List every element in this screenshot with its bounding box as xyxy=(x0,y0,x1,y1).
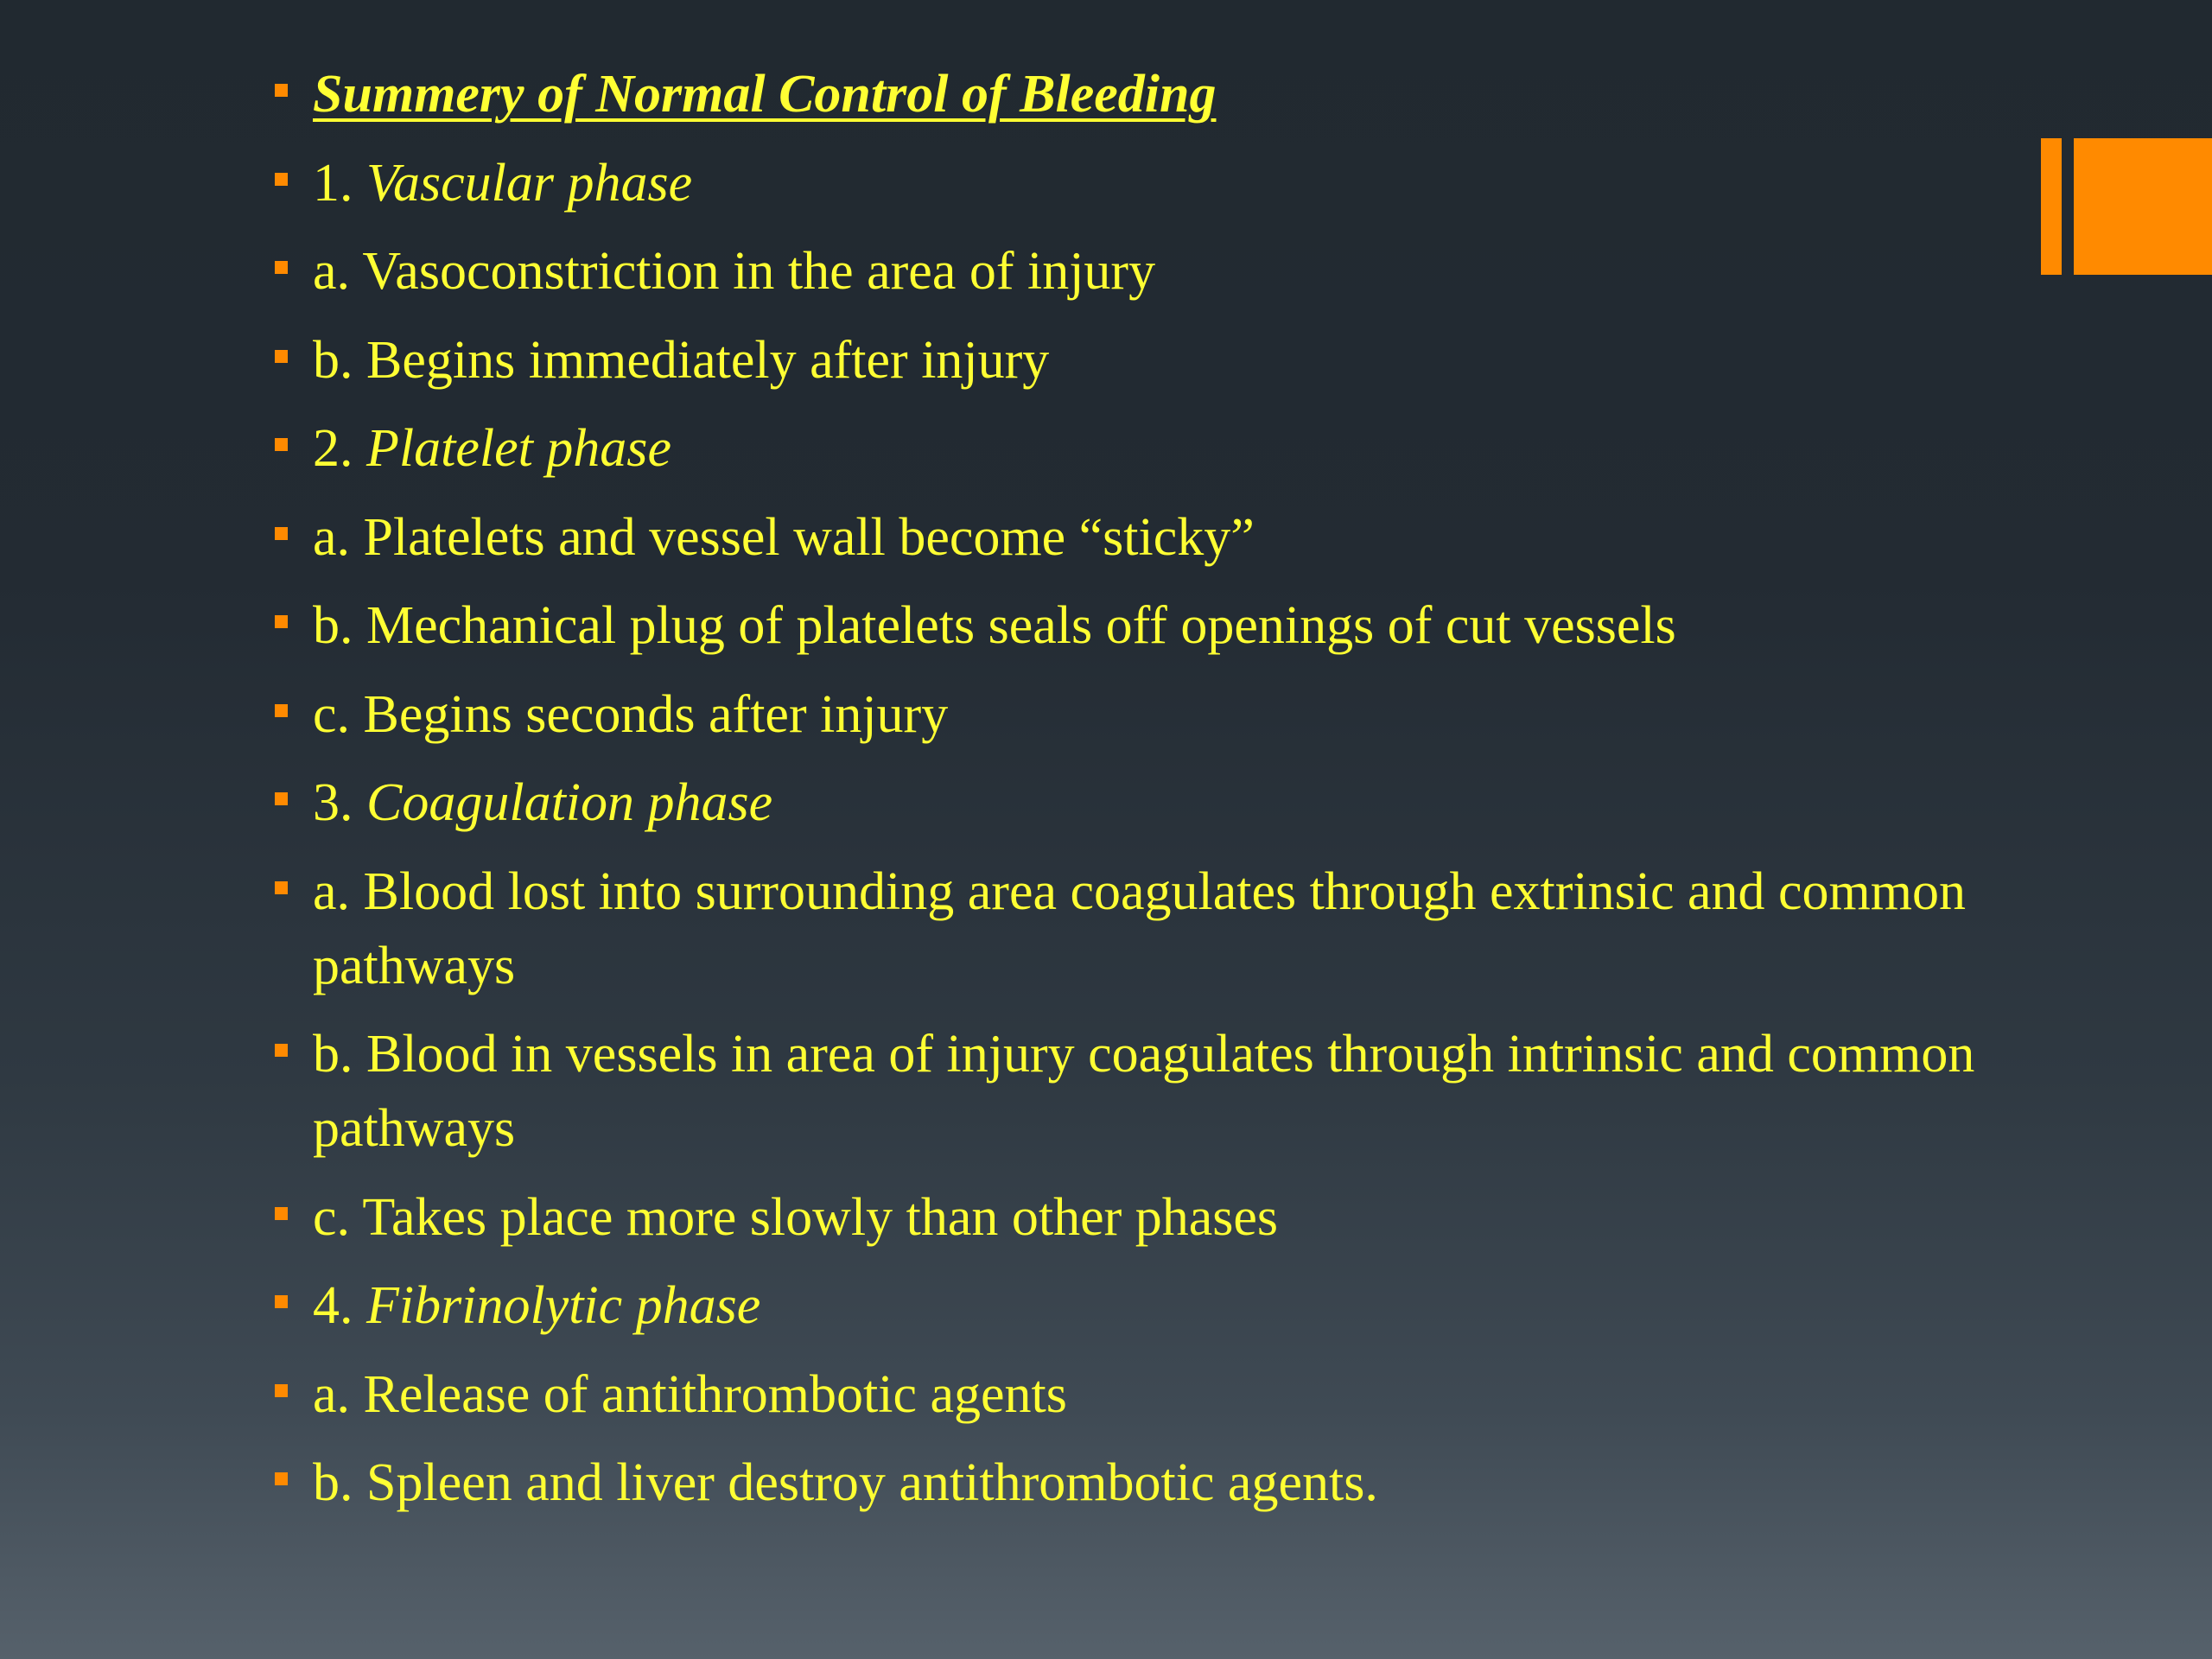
square-bullet-icon xyxy=(275,261,288,274)
square-bullet-icon xyxy=(275,1044,288,1057)
list-item-text: c. Takes place more slowly than other phases xyxy=(313,1187,1279,1247)
square-bullet-icon xyxy=(275,173,288,186)
square-bullet-icon xyxy=(275,438,288,451)
square-bullet-icon xyxy=(275,527,288,540)
list-item-phase-4 xyxy=(270,1268,2015,1343)
phase-title: Vascular phase xyxy=(366,153,693,213)
list-item-text: b. Mechanical plug of platelets seals off openings of cut vessels xyxy=(313,596,1676,655)
phase-title: Fibrinolytic phase xyxy=(366,1276,761,1335)
square-bullet-icon xyxy=(275,792,288,805)
list-item xyxy=(270,1357,2015,1432)
accent-bar-block xyxy=(2074,138,2212,275)
list-item-text: c. Begins seconds after injury xyxy=(313,684,949,744)
list-item xyxy=(270,1180,2015,1255)
list-item xyxy=(270,1446,2015,1520)
list-item-text: b. Blood in vessels in area of injury coagulates through intrinsic and common pathways xyxy=(313,1025,1975,1158)
square-bullet-icon xyxy=(275,704,288,717)
list-item xyxy=(270,1017,2015,1166)
square-bullet-icon xyxy=(275,1384,288,1397)
list-item-text: a. Release of antithrombotic agents xyxy=(313,1364,1067,1424)
list-item xyxy=(270,855,2015,1003)
square-bullet-icon xyxy=(275,350,288,363)
phase-number: 1. xyxy=(313,153,366,213)
accent-bar-thin xyxy=(2041,138,2062,275)
phase-title: Platelet phase xyxy=(366,419,671,478)
list-item-text: a. Platelets and vessel wall become “sticky” xyxy=(313,507,1255,567)
list-item-text: a. Blood lost into surrounding area coagulates through extrinsic and common pathways xyxy=(313,861,1966,995)
square-bullet-icon xyxy=(275,84,288,97)
list-item-text: b. Spleen and liver destroy antithrombotic agents. xyxy=(313,1453,1378,1512)
phase-number: 2. xyxy=(313,419,366,478)
phase-number: 4. xyxy=(313,1276,366,1335)
list-item-phase-3 xyxy=(270,766,2015,840)
slide-heading: Summery of Normal Control of Bleeding xyxy=(313,65,1217,124)
square-bullet-icon xyxy=(275,1207,288,1220)
list-item-phase-1 xyxy=(270,146,2015,220)
square-bullet-icon xyxy=(275,615,288,628)
square-bullet-icon xyxy=(275,881,288,894)
square-bullet-icon xyxy=(275,1472,288,1485)
list-item-phase-2 xyxy=(270,411,2015,486)
list-item xyxy=(270,677,2015,752)
phase-title: Coagulation phase xyxy=(366,773,773,832)
bullet-list xyxy=(270,57,2015,1535)
list-item xyxy=(270,234,2015,308)
list-item xyxy=(270,323,2015,397)
list-item xyxy=(270,588,2015,663)
phase-number: 3. xyxy=(313,773,366,832)
square-bullet-icon xyxy=(275,1295,288,1308)
list-item xyxy=(270,500,2015,575)
list-item-text: a. Vasoconstriction in the area of injury xyxy=(313,242,1156,301)
list-item-text: b. Begins immediately after injury xyxy=(313,330,1050,390)
list-item-heading xyxy=(270,57,2015,131)
